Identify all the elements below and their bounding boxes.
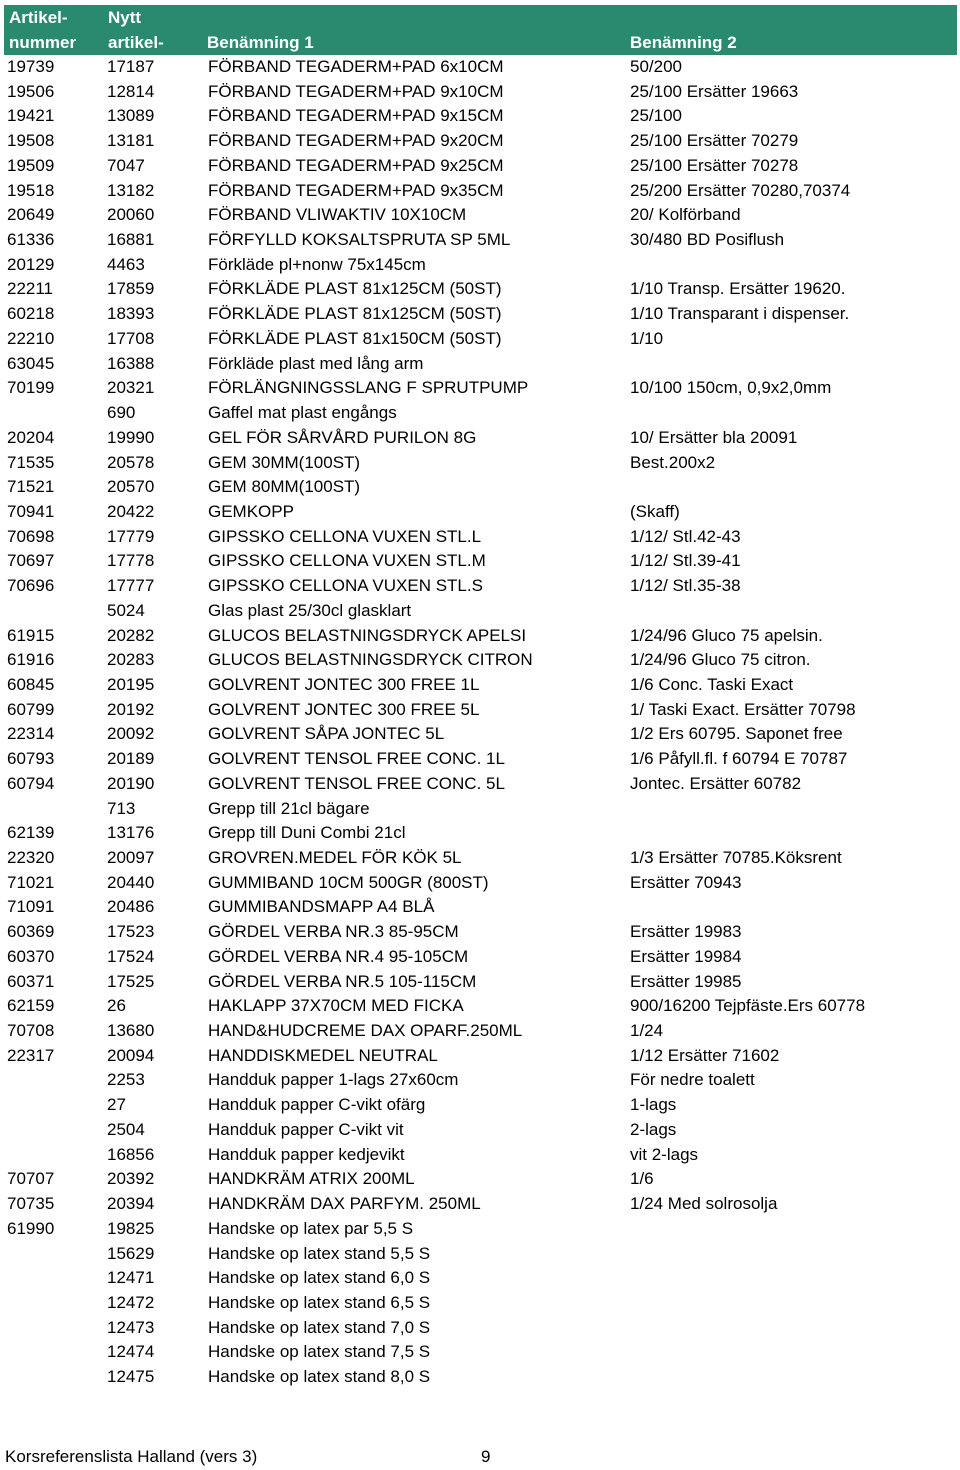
table-row <box>0 846 960 871</box>
cell-nytt-artikelnummer: 12814 <box>107 81 155 101</box>
cell-artikelnummer: 70735 <box>7 1194 55 1214</box>
cell-nytt-artikelnummer: 27 <box>107 1095 126 1115</box>
cell-benamning-1: Handske op latex stand 6,0 S <box>208 1268 431 1288</box>
cell-benamning-2: Ersätter 19984 <box>630 946 742 966</box>
cell-benamning-1: FÖRBAND VLIWAKTIV 10X10CM <box>208 205 467 225</box>
cell-artikelnummer: 71021 <box>7 872 55 892</box>
table-row <box>0 648 960 673</box>
table-row <box>0 104 960 129</box>
cell-artikelnummer: 70698 <box>7 526 55 546</box>
cell-benamning-2: Ersätter 19985 <box>630 971 742 991</box>
table-row <box>0 574 960 599</box>
cell-nytt-artikelnummer: 20486 <box>107 897 155 917</box>
cell-benamning-1: GÖRDEL VERBA NR.5 105-115CM <box>208 971 477 991</box>
table-row <box>0 80 960 105</box>
cell-artikelnummer: 62159 <box>7 996 55 1016</box>
cell-benamning-2: 1/24 Med solrosolja <box>630 1194 778 1214</box>
table-row <box>0 970 960 995</box>
header-benamning-2: Benämning 2 <box>630 33 737 52</box>
table-row <box>0 994 960 1019</box>
cell-artikelnummer: 60370 <box>7 946 55 966</box>
cell-artikelnummer: 60799 <box>7 699 55 719</box>
table-row <box>0 1118 960 1143</box>
table-header <box>4 5 957 55</box>
cell-nytt-artikelnummer: 13089 <box>107 106 155 126</box>
cell-artikelnummer: 61336 <box>7 230 55 250</box>
cell-nytt-artikelnummer: 17708 <box>107 328 155 348</box>
cell-benamning-1: Förkläde plast med lång arm <box>208 353 424 373</box>
cell-nytt-artikelnummer: 13182 <box>107 180 155 200</box>
cell-nytt-artikelnummer: 2504 <box>107 1119 145 1139</box>
cell-benamning-1: GOLVRENT TENSOL FREE CONC. 1L <box>208 749 505 769</box>
cell-nytt-artikelnummer: 20189 <box>107 749 155 769</box>
table-row <box>0 871 960 896</box>
cell-nytt-artikelnummer: 20282 <box>107 625 155 645</box>
cell-benamning-1: FÖRFYLLD KOKSALTSPRUTA SP 5ML <box>208 230 511 250</box>
cell-benamning-1: GOLVRENT JONTEC 300 FREE 1L <box>208 674 480 694</box>
cell-benamning-2: Jontec. Ersätter 60782 <box>630 773 802 793</box>
table-row <box>0 698 960 723</box>
cell-benamning-1: HAKLAPP 37X70CM MED FICKA <box>208 996 464 1016</box>
table-row <box>0 277 960 302</box>
cell-nytt-artikelnummer: 20578 <box>107 452 155 472</box>
cell-artikelnummer: 19506 <box>7 81 55 101</box>
cell-nytt-artikelnummer: 2253 <box>107 1070 145 1090</box>
table-row <box>0 797 960 822</box>
cell-benamning-2: För nedre toalett <box>630 1070 755 1090</box>
cell-benamning-2: 1/10 Transp. Ersätter 19620. <box>630 279 846 299</box>
table-row <box>0 500 960 525</box>
cell-benamning-1: GUMMIBAND 10CM 500GR (800ST) <box>208 872 489 892</box>
cell-artikelnummer: 63045 <box>7 353 55 373</box>
cell-benamning-2: 1-lags <box>630 1095 677 1115</box>
cell-benamning-2: 1/24/96 Gluco 75 citron. <box>630 650 811 670</box>
cell-benamning-1: Gaffel mat plast engångs <box>208 403 397 423</box>
cell-benamning-2: 1/3 Ersätter 70785.Köksrent <box>630 848 842 867</box>
table-row <box>0 1266 960 1291</box>
cell-benamning-2: Ersätter 19983 <box>630 922 742 942</box>
cell-artikelnummer: 62139 <box>7 823 55 843</box>
cell-benamning-2: 1/6 <box>630 1169 654 1189</box>
cell-artikelnummer: 19518 <box>7 180 55 200</box>
cell-benamning-1: FÖRBAND TEGADERM+PAD 6x10CM <box>208 57 504 76</box>
cell-nytt-artikelnummer: 20422 <box>107 501 155 521</box>
cell-nytt-artikelnummer: 12471 <box>107 1268 155 1288</box>
cell-nytt-artikelnummer: 13680 <box>107 1021 155 1041</box>
table-row <box>0 154 960 179</box>
cell-benamning-1: GIPSSKO CELLONA VUXEN STL.S <box>208 576 483 596</box>
cell-nytt-artikelnummer: 20094 <box>107 1045 155 1065</box>
cell-benamning-1: Grepp till Duni Combi 21cl <box>208 823 406 843</box>
cell-artikelnummer: 60369 <box>7 922 55 942</box>
cell-artikelnummer: 19508 <box>7 131 55 151</box>
cell-benamning-1: HANDKRÄM DAX PARFYM. 250ML <box>208 1194 481 1214</box>
cell-nytt-artikelnummer: 20190 <box>107 773 155 793</box>
cell-benamning-1: GOLVRENT TENSOL FREE CONC. 5L <box>208 773 505 793</box>
cell-benamning-2: 20/ Kolförband <box>630 205 741 225</box>
page-number: 9 <box>481 1447 491 1466</box>
cell-benamning-1: Handske op latex stand 7,5 S <box>208 1342 431 1362</box>
table-row <box>0 228 960 253</box>
cell-benamning-2: vit 2-lags <box>630 1144 699 1164</box>
cell-benamning-2: (Skaff) <box>630 501 680 521</box>
table-body <box>0 55 960 1390</box>
cell-nytt-artikelnummer: 5024 <box>107 600 145 620</box>
cell-benamning-2: 1/6 Påfyll.fl. f 60794 E 70787 <box>630 749 848 769</box>
table-row <box>0 821 960 846</box>
table-row <box>0 945 960 970</box>
cell-benamning-2: 1/2 Ers 60795. Saponet free <box>630 724 843 744</box>
cell-artikelnummer: 22314 <box>7 724 55 744</box>
cell-benamning-2: 25/100 Ersätter 70278 <box>630 155 799 175</box>
cell-benamning-1: Handske op latex stand 5,5 S <box>208 1243 431 1263</box>
cell-nytt-artikelnummer: 12472 <box>107 1292 155 1312</box>
cell-benamning-1: HANDKRÄM ATRIX 200ML <box>208 1169 415 1189</box>
cell-benamning-2: Ersätter 70943 <box>630 872 742 892</box>
cell-artikelnummer: 61916 <box>7 650 55 670</box>
cell-artikelnummer: 60371 <box>7 971 55 991</box>
cell-artikelnummer: 60218 <box>7 304 55 324</box>
cell-benamning-1: FÖRBAND TEGADERM+PAD 9x25CM <box>208 155 504 175</box>
cell-benamning-2: 10/100 150cm, 0,9x2,0mm <box>630 378 832 398</box>
cell-benamning-2: Best.200x2 <box>630 452 716 472</box>
cell-nytt-artikelnummer: 20195 <box>107 674 155 694</box>
cell-nytt-artikelnummer: 17777 <box>107 576 155 596</box>
cell-nytt-artikelnummer: 16388 <box>107 353 155 373</box>
cell-nytt-artikelnummer: 20440 <box>107 872 155 892</box>
cell-benamning-2: 10/ Ersätter bla 20091 <box>630 427 798 447</box>
cell-nytt-artikelnummer: 12475 <box>107 1367 155 1387</box>
cell-artikelnummer: 19421 <box>7 106 55 126</box>
cell-artikelnummer: 20204 <box>7 427 55 447</box>
cell-benamning-1: Handske op latex stand 8,0 S <box>208 1367 431 1387</box>
cell-benamning-1: Handduk papper 1-lags 27x60cm <box>208 1070 459 1090</box>
cell-benamning-1: FÖRKLÄDE PLAST 81x125CM (50ST) <box>208 304 502 324</box>
cell-benamning-2: 30/480 BD Posiflush <box>630 230 785 250</box>
table-row <box>0 599 960 624</box>
cell-benamning-1: GIPSSKO CELLONA VUXEN STL.M <box>208 551 486 571</box>
cell-nytt-artikelnummer: 19990 <box>107 427 155 447</box>
cell-nytt-artikelnummer: 690 <box>107 403 136 423</box>
cell-benamning-2: 1/10 Transparant i dispenser. <box>630 304 850 324</box>
table-row <box>0 253 960 278</box>
table-row <box>0 55 960 80</box>
table-row <box>0 1217 960 1242</box>
table-row <box>0 376 960 401</box>
cell-nytt-artikelnummer: 7047 <box>107 155 145 175</box>
cell-artikelnummer: 70697 <box>7 551 55 571</box>
cell-artikelnummer: 71521 <box>7 477 55 497</box>
cell-nytt-artikelnummer: 17187 <box>107 57 155 76</box>
header-benamning-1: Benämning 1 <box>207 33 314 52</box>
cell-benamning-1: GIPSSKO CELLONA VUXEN STL.L <box>208 526 482 546</box>
table-row <box>0 1093 960 1118</box>
table-row <box>0 129 960 154</box>
cell-benamning-1: Glas plast 25/30cl glasklart <box>208 600 412 620</box>
cell-nytt-artikelnummer: 16881 <box>107 230 155 250</box>
cell-nytt-artikelnummer: 4463 <box>107 254 145 274</box>
cell-nytt-artikelnummer: 20321 <box>107 378 155 398</box>
cell-benamning-1: Handske op latex stand 6,5 S <box>208 1292 431 1312</box>
cell-benamning-2: 2-lags <box>630 1119 677 1139</box>
cell-benamning-2: 1/6 Conc. Taski Exact <box>630 674 794 694</box>
cell-benamning-1: Handduk papper kedjevikt <box>208 1144 405 1164</box>
table-row <box>0 451 960 476</box>
cell-benamning-1: FÖRBAND TEGADERM+PAD 9x15CM <box>208 106 504 126</box>
table-row <box>0 895 960 920</box>
cell-nytt-artikelnummer: 15629 <box>107 1243 155 1263</box>
cell-nytt-artikelnummer: 17524 <box>107 946 155 966</box>
cell-nytt-artikelnummer: 20060 <box>107 205 155 225</box>
table-row <box>0 1340 960 1365</box>
cell-benamning-1: HAND&HUDCREME DAX OPARF.250ML <box>208 1021 523 1041</box>
cell-benamning-1: Handske op latex stand 7,0 S <box>208 1317 431 1337</box>
cell-nytt-artikelnummer: 16856 <box>107 1144 155 1164</box>
cell-artikelnummer: 22210 <box>7 328 55 348</box>
cell-benamning-1: GEM 30MM(100ST) <box>208 452 361 472</box>
table-row <box>0 203 960 228</box>
cell-artikelnummer: 60794 <box>7 773 55 793</box>
cell-benamning-1: FÖRLÄNGNINGSSLANG F SPRUTPUMP <box>208 378 529 398</box>
table-row <box>0 722 960 747</box>
cell-nytt-artikelnummer: 17778 <box>107 551 155 571</box>
cell-artikelnummer: 60845 <box>7 674 55 694</box>
cell-nytt-artikelnummer: 17859 <box>107 279 155 299</box>
table-row <box>0 525 960 550</box>
cell-benamning-1: Handduk papper C-vikt ofärg <box>208 1095 426 1115</box>
table-row <box>0 624 960 649</box>
cell-artikelnummer: 19739 <box>7 57 55 76</box>
cell-benamning-1: FÖRKLÄDE PLAST 81x150CM (50ST) <box>208 328 502 348</box>
cell-benamning-1: Förkläde pl+nonw 75x145cm <box>208 254 426 274</box>
table-row <box>0 352 960 377</box>
cell-artikelnummer: 71091 <box>7 897 55 917</box>
cell-benamning-1: GROVREN.MEDEL FÖR KÖK 5L <box>208 848 462 867</box>
table-row <box>0 401 960 426</box>
cell-artikelnummer: 61990 <box>7 1218 55 1238</box>
cell-nytt-artikelnummer: 18393 <box>107 304 155 324</box>
cell-artikelnummer: 22320 <box>7 848 55 867</box>
cell-benamning-2: 1/12/ Stl.35-38 <box>630 576 741 596</box>
table-row <box>0 1365 960 1390</box>
cell-nytt-artikelnummer: 20097 <box>107 848 155 867</box>
cell-benamning-2: 25/100 <box>630 106 682 126</box>
cell-artikelnummer: 70696 <box>7 576 55 596</box>
cell-artikelnummer: 20649 <box>7 205 55 225</box>
cell-benamning-2: 1/ Taski Exact. Ersätter 70798 <box>630 699 856 719</box>
cell-benamning-2: 1/12/ Stl.42-43 <box>630 526 741 546</box>
cell-benamning-2: 900/16200 Tejpfäste.Ers 60778 <box>630 996 866 1016</box>
table-row <box>0 179 960 204</box>
cell-benamning-2: 1/10 <box>630 328 664 348</box>
cell-nytt-artikelnummer: 20392 <box>107 1169 155 1189</box>
table-row <box>0 426 960 451</box>
cell-benamning-2: 25/100 Ersätter 19663 <box>630 81 799 101</box>
cell-benamning-1: FÖRBAND TEGADERM+PAD 9x35CM <box>208 180 504 200</box>
cell-nytt-artikelnummer: 12473 <box>107 1317 155 1337</box>
cell-artikelnummer: 70199 <box>7 378 55 398</box>
table-row <box>0 1291 960 1316</box>
cell-benamning-2: 25/100 Ersätter 70279 <box>630 131 799 151</box>
table-row <box>0 772 960 797</box>
cell-nytt-artikelnummer: 20394 <box>107 1194 155 1214</box>
cell-benamning-1: Grepp till 21cl bägare <box>208 798 370 818</box>
cell-nytt-artikelnummer: 26 <box>107 996 126 1016</box>
cell-nytt-artikelnummer: 13181 <box>107 131 155 151</box>
cell-nytt-artikelnummer: 20192 <box>107 699 155 719</box>
cell-benamning-2: 1/12 Ersätter 71602 <box>630 1045 780 1065</box>
cell-benamning-1: FÖRBAND TEGADERM+PAD 9x20CM <box>208 131 504 151</box>
cell-artikelnummer: 22317 <box>7 1045 55 1065</box>
cell-benamning-1: Handduk papper C-vikt vit <box>208 1119 404 1139</box>
cell-benamning-1: GÖRDEL VERBA NR.3 85-95CM <box>208 922 459 942</box>
cell-benamning-1: GOLVRENT SÅPA JONTEC 5L <box>208 724 445 744</box>
table-row <box>0 302 960 327</box>
table-row <box>0 747 960 772</box>
cell-benamning-2: 25/200 Ersätter 70280,70374 <box>630 180 851 200</box>
cell-nytt-artikelnummer: 713 <box>107 798 136 818</box>
table-row <box>0 920 960 945</box>
table-row <box>0 475 960 500</box>
cell-benamning-1: GLUCOS BELASTNINGSDRYCK APELSI <box>208 625 527 645</box>
cell-nytt-artikelnummer: 20092 <box>107 724 155 744</box>
footer-title: Korsreferenslista Halland (vers 3) <box>5 1447 258 1466</box>
cell-nytt-artikelnummer: 17523 <box>107 922 155 942</box>
cell-artikelnummer: 61915 <box>7 625 55 645</box>
cell-benamning-1: GOLVRENT JONTEC 300 FREE 5L <box>208 699 480 719</box>
cell-benamning-2: 1/12/ Stl.39-41 <box>630 551 741 571</box>
cell-benamning-1: GÖRDEL VERBA NR.4 95-105CM <box>208 946 469 966</box>
header-artikel-line2: nummer <box>9 33 77 52</box>
table-row <box>0 1192 960 1217</box>
cell-benamning-2: 1/24 <box>630 1021 664 1041</box>
cell-nytt-artikelnummer: 17779 <box>107 526 155 546</box>
cell-artikelnummer: 70708 <box>7 1021 55 1041</box>
header-nytt-line1: Nytt <box>108 8 142 27</box>
cell-benamning-1: FÖRBAND TEGADERM+PAD 9x10CM <box>208 81 504 101</box>
cell-nytt-artikelnummer: 12474 <box>107 1342 155 1362</box>
table-row <box>0 1044 960 1069</box>
cell-artikelnummer: 70707 <box>7 1169 55 1189</box>
cell-artikelnummer: 70941 <box>7 501 55 521</box>
table-row <box>0 1316 960 1341</box>
header-artikel-line1: Artikel- <box>9 8 68 27</box>
cell-artikelnummer: 20129 <box>7 254 55 274</box>
cell-benamning-1: Handske op latex par 5,5 S <box>208 1218 414 1238</box>
cell-nytt-artikelnummer: 19825 <box>107 1218 155 1238</box>
cell-benamning-1: GEL FÖR SÅRVÅRD PURILON 8G <box>208 427 477 447</box>
cell-nytt-artikelnummer: 13176 <box>107 823 155 843</box>
table-row <box>0 1143 960 1168</box>
cell-benamning-1: GEM 80MM(100ST) <box>208 477 361 497</box>
cell-nytt-artikelnummer: 20283 <box>107 650 155 670</box>
table-row <box>0 1167 960 1192</box>
table-row <box>0 1068 960 1093</box>
table-row <box>0 549 960 574</box>
cell-benamning-1: GUMMIBANDSMAPP A4 BLÅ <box>208 897 435 917</box>
cell-artikelnummer: 19509 <box>7 155 55 175</box>
header-nytt-line2: artikel- <box>108 33 164 52</box>
cell-benamning-2: 1/24/96 Gluco 75 apelsin. <box>630 625 823 645</box>
cell-benamning-2: 50/200 <box>630 57 682 76</box>
table-row <box>0 673 960 698</box>
cell-artikelnummer: 22211 <box>7 279 54 299</box>
cell-benamning-1: FÖRKLÄDE PLAST 81x125CM (50ST) <box>208 279 502 299</box>
cell-artikelnummer: 71535 <box>7 452 55 472</box>
table-row <box>0 327 960 352</box>
cell-benamning-1: GLUCOS BELASTNINGSDRYCK CITRON <box>208 650 533 670</box>
cell-benamning-1: HANDDISKMEDEL NEUTRAL <box>208 1045 438 1065</box>
cell-nytt-artikelnummer: 17525 <box>107 971 155 991</box>
table-row <box>0 1242 960 1267</box>
cell-benamning-1: GEMKOPP <box>208 501 294 521</box>
cell-nytt-artikelnummer: 20570 <box>107 477 155 497</box>
cell-artikelnummer: 60793 <box>7 749 55 769</box>
table-row <box>0 1019 960 1044</box>
